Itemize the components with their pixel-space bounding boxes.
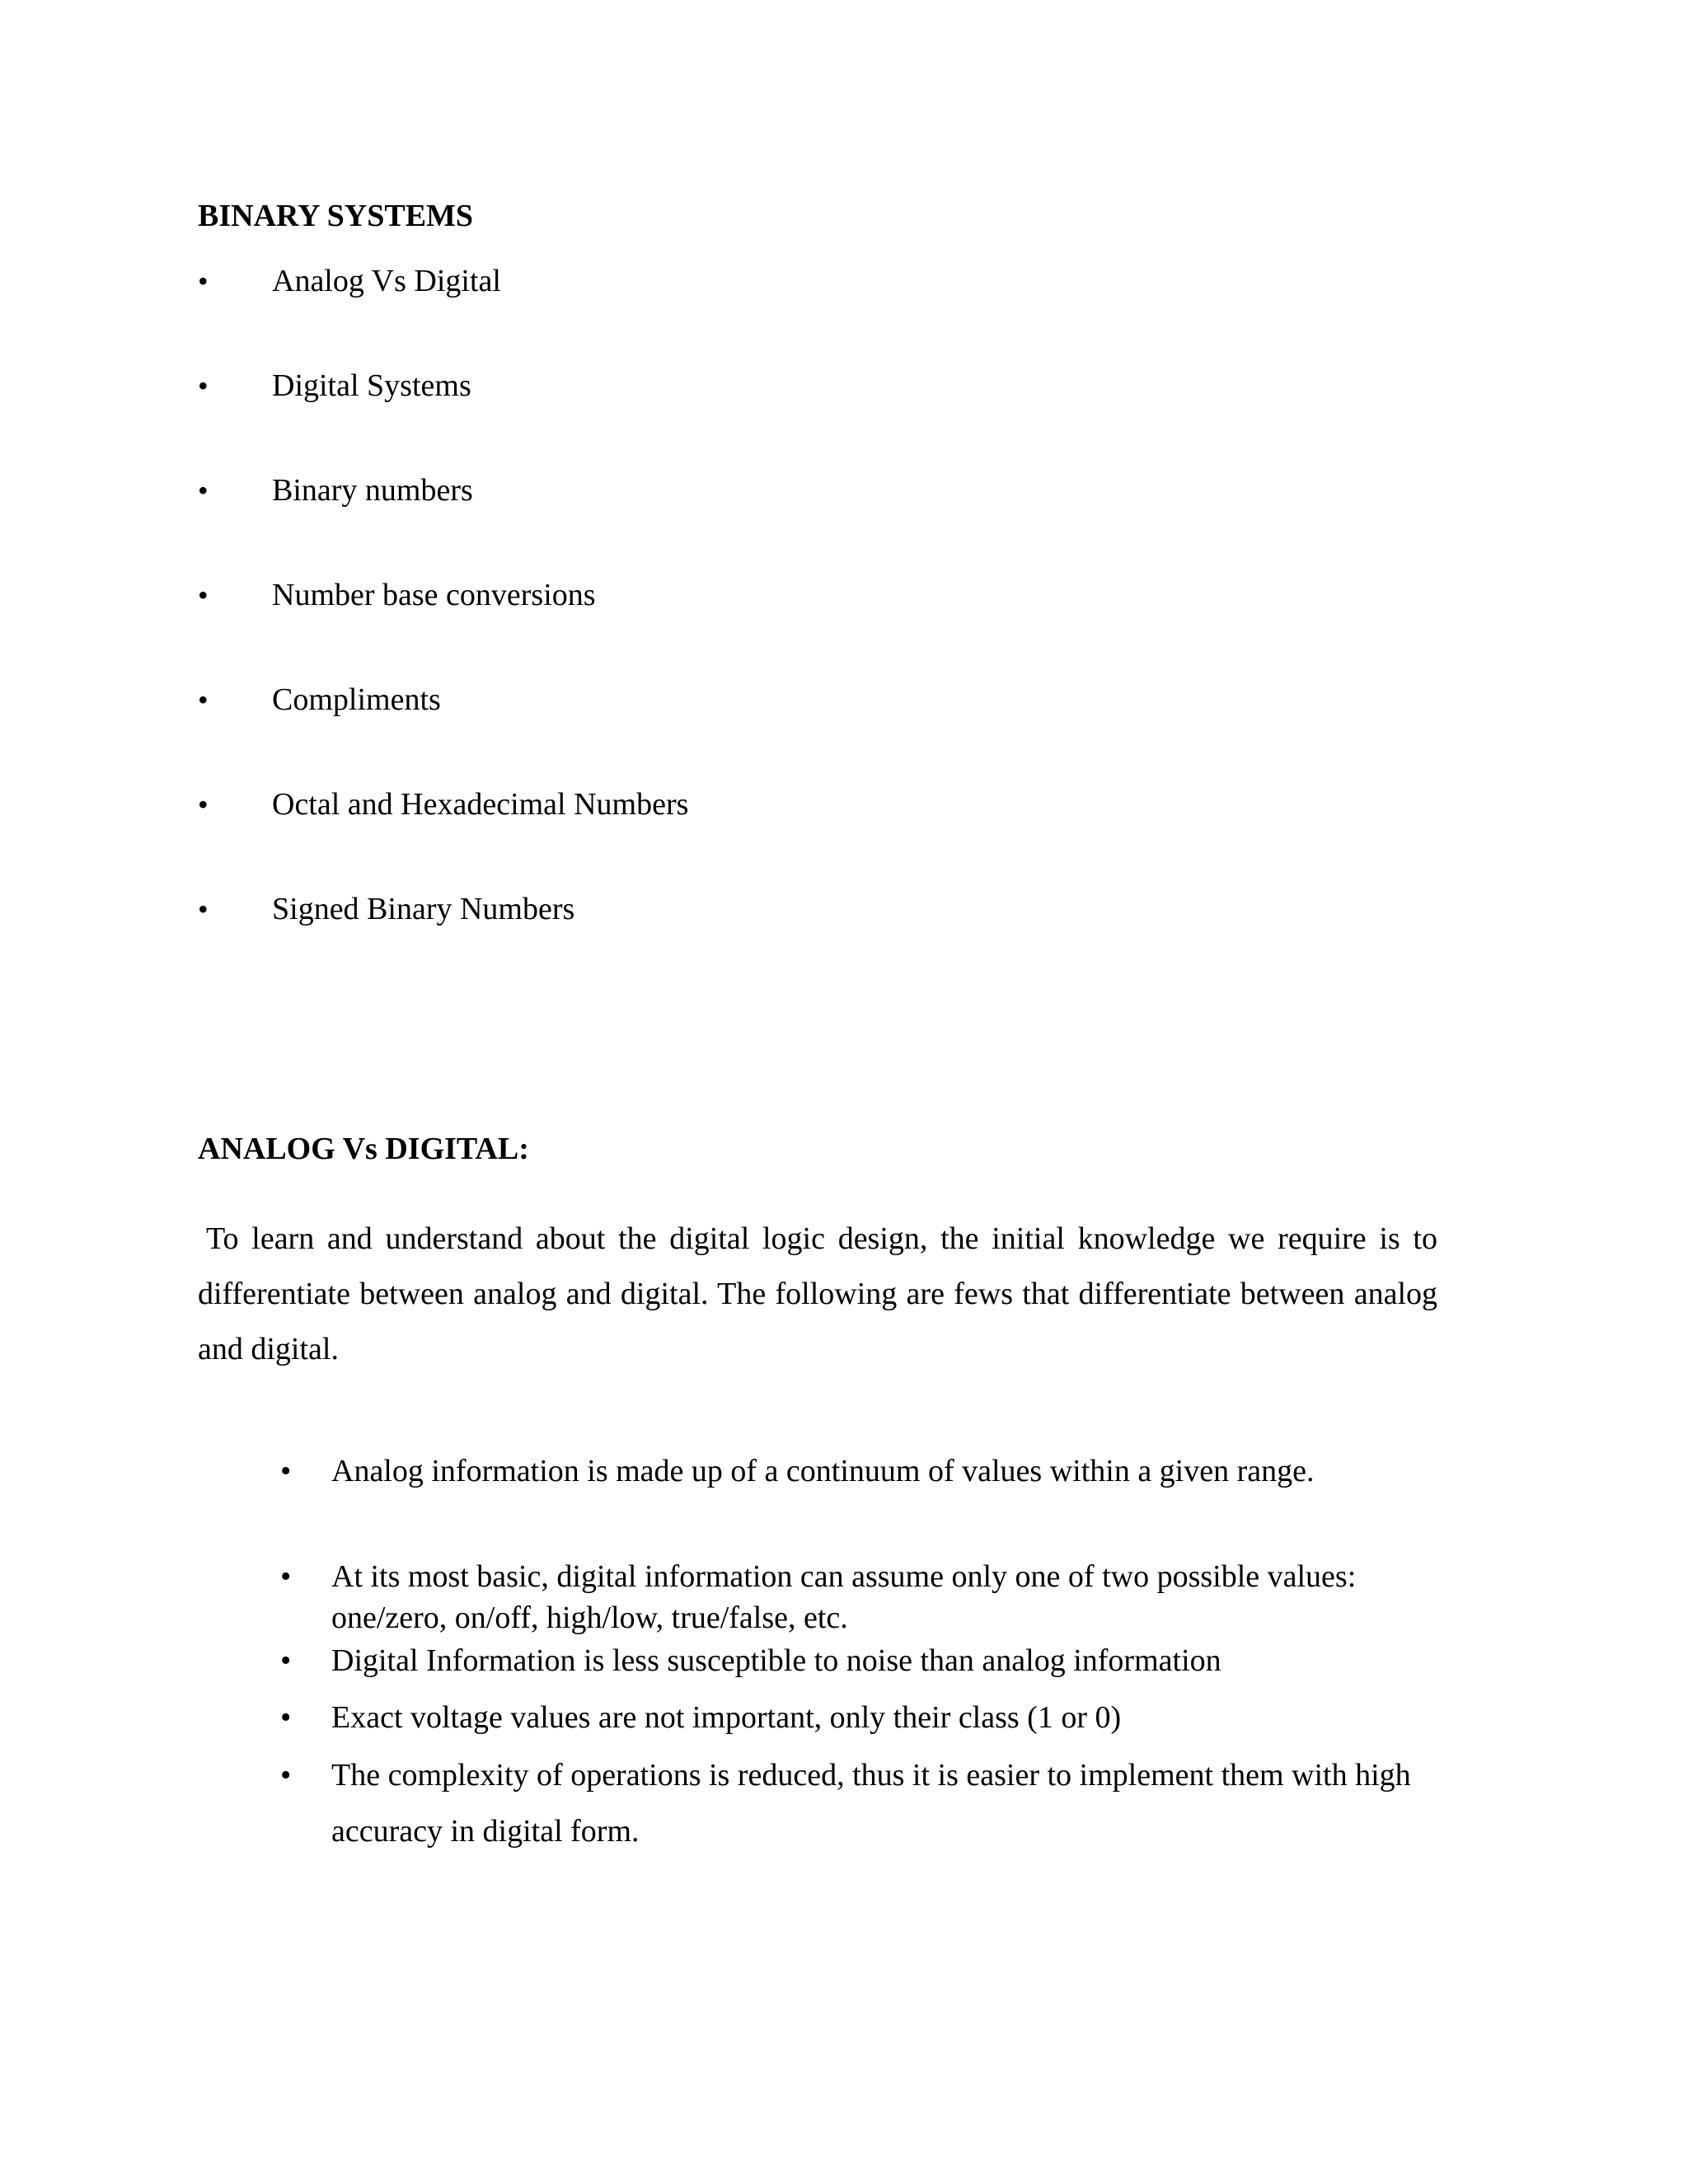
topic-item xyxy=(198,784,940,825)
bullet-icon: • xyxy=(198,265,209,298)
list-item xyxy=(280,1556,1451,1638)
bullet-icon: • xyxy=(280,1643,292,1678)
point-text: At its most basic, digital information can assume only one of two possible values: one/zero, on/off, high/low, true/false, etc. xyxy=(331,1559,1357,1635)
topic-label: Signed Binary Numbers xyxy=(272,892,575,926)
point-text: Analog information is made up of a continuum of values within a given range. xyxy=(331,1454,1315,1488)
section-heading-binary-systems: BINARY SYSTEMS xyxy=(198,199,474,233)
bullet-icon: • xyxy=(280,1559,292,1594)
list-item xyxy=(280,1697,1451,1738)
bullet-icon: • xyxy=(198,893,209,926)
bullet-icon: • xyxy=(280,1454,292,1488)
point-text: The complexity of operations is reduced, thus it is easier to implement them with high accuracy in digital form. xyxy=(331,1758,1411,1849)
topic-item xyxy=(198,365,940,406)
topic-label: Binary numbers xyxy=(272,473,473,508)
topic-item xyxy=(198,470,940,511)
topic-label: Octal and Hexadecimal Numbers xyxy=(272,787,689,822)
topic-label: Analog Vs Digital xyxy=(272,264,501,298)
intro-paragraph: To learn and understand about the digital logic design, the initial knowledge we require is to differentiate between analog and digital. The following are fews that differentiate between analog and digital. xyxy=(198,1221,1437,1366)
bullet-icon: • xyxy=(280,1758,292,1793)
bullet-icon: • xyxy=(198,683,209,716)
section-heading-analog-vs-digital: ANALOG Vs DIGITAL: xyxy=(198,1132,529,1166)
point-text: Digital Information is less susceptible to noise than analog information xyxy=(331,1643,1221,1678)
bullet-icon: • xyxy=(198,788,209,821)
list-item xyxy=(280,1640,1451,1681)
topic-label: Digital Systems xyxy=(272,368,471,403)
topic-label: Number base conversions xyxy=(272,578,596,612)
topic-item xyxy=(198,574,940,616)
point-text: Exact voltage values are not important, only their class (1 or 0) xyxy=(331,1700,1122,1735)
topic-item xyxy=(198,679,940,720)
topic-item xyxy=(198,888,940,930)
bullet-icon: • xyxy=(198,474,209,507)
bullet-icon: • xyxy=(198,369,209,402)
list-item xyxy=(280,1747,1451,1859)
topic-label: Compliments xyxy=(272,682,441,717)
list-item xyxy=(280,1451,1451,1492)
bullet-icon: • xyxy=(280,1700,292,1735)
topic-item xyxy=(198,260,940,302)
bullet-icon: • xyxy=(198,579,209,612)
